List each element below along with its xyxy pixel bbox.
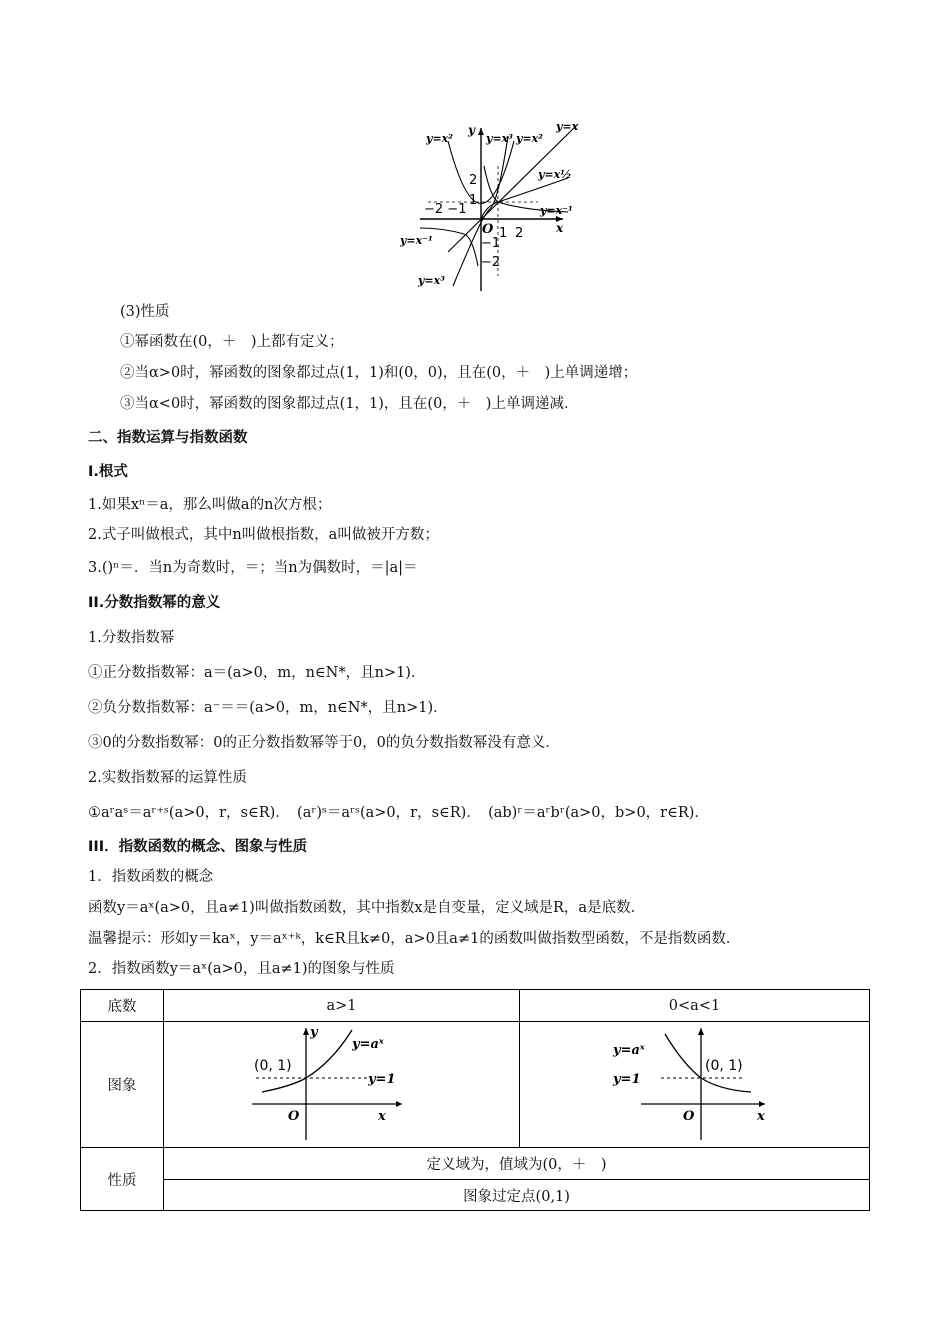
curve-label: y=aˣ (612, 1042, 645, 1058)
tick-y-1: 1 (469, 193, 478, 208)
fractional-line-3: ②负分数指数幂：a⁻＝＝(a>0，m，n∈N*，且n>1)． (88, 700, 448, 716)
fractional-line-1: 1.分数指数幂 (88, 630, 175, 646)
property-fixed-point: 图象过定点(0,1) (164, 1180, 870, 1211)
subsection-radicals: I.根式 (88, 464, 128, 480)
label-x-cubed-top: y=x³ (486, 132, 513, 145)
line-label: y=1 (612, 1071, 640, 1087)
radical-line-2: 2.式子叫做根式，其中n叫做根指数，a叫做被开方数； (88, 527, 439, 543)
label-x-cubed-bottom: y=x³ (418, 274, 445, 287)
tick-x-1: 1 (499, 226, 508, 241)
point-label: (0, 1) (704, 1057, 743, 1074)
table-row (81, 1180, 870, 1211)
y-axis-arrow (478, 128, 484, 135)
subsection-exponential: III．指数函数的概念、图象与性质 (88, 839, 308, 855)
label-x-axis: x (556, 221, 564, 235)
y-axis-arrow (698, 1028, 704, 1035)
label-y-axis: y (468, 123, 475, 137)
table-row (81, 1022, 870, 1148)
table-row (81, 1148, 870, 1180)
tick-x-negative: −2 −1 (424, 202, 467, 217)
y-axis-label: y (309, 1024, 318, 1040)
label-origin: O (482, 222, 494, 237)
exponential-properties-table (80, 989, 870, 1211)
row-label-properties: 性质 (81, 1148, 164, 1211)
header-base: 底数 (81, 990, 164, 1022)
x-axis-label: x (377, 1108, 386, 1124)
point-label: (0, 1) (253, 1057, 292, 1074)
fractional-line-5: 2.实数指数幂的运算性质 (88, 770, 247, 786)
graph-decreasing (605, 1024, 785, 1142)
line-label: y=1 (367, 1071, 395, 1087)
power-property-1: ①幂函数在(0，＋ )上都有定义； (120, 334, 344, 350)
label-x-squared-top: y=x² (516, 132, 543, 145)
header-a-less-1: 0<a<1 (520, 990, 870, 1022)
graph-cell-left (164, 1022, 520, 1148)
x-axis-arrow (396, 1101, 402, 1107)
tick-y-neg1: −1 (481, 236, 501, 251)
label-identity: y=x (556, 120, 579, 133)
exponential-line-4: 2．指数函数y＝aˣ(a>0，且a≠1)的图象与性质 (88, 961, 395, 977)
origin-label: O (287, 1108, 299, 1124)
label-inverse-right: y=x⁻¹ (540, 204, 573, 217)
curve-label: y=aˣ (351, 1036, 384, 1052)
tick-x-2: 2 (515, 226, 524, 241)
exponential-line-3: 温馨提示：形如y＝kaˣ，y＝aˣ⁺ᵏ，k∈R且k≠0，a>0且a≠1的函数叫做指数型函数，不是指数函数． (88, 931, 741, 947)
section-title: 二、指数运算与指数函数 (88, 430, 248, 446)
origin-label: O (682, 1108, 694, 1124)
exponential-line-1: 1．指数函数的概念 (88, 869, 214, 885)
fractional-line-6: ①aʳaˢ＝aʳ⁺ˢ(a>0，r，s∈R)． (aʳ)ˢ＝aʳˢ(a>0，r，s∈R)． (ab)ʳ＝aʳbʳ(a>0，b>0，r∈R)． (88, 805, 709, 821)
fractional-line-2: ①正分数指数幂：a＝(a>0，m，n∈N*，且n>1)． (88, 665, 426, 681)
label-inverse-left: y=x⁻¹ (400, 234, 433, 247)
tick-y-2: 2 (469, 173, 478, 188)
power-function-graph (398, 116, 598, 296)
label-x-squared-left: y=x² (426, 132, 453, 145)
x-axis-label: x (756, 1108, 765, 1124)
header-a-greater-1: a>1 (164, 990, 520, 1022)
subsection-fractional: II.分数指数幂的意义 (88, 595, 221, 611)
x-axis-arrow (759, 1101, 765, 1107)
row-label-graph: 图象 (81, 1022, 164, 1148)
power-property-3: ③当α<0时，幂函数的图象都过点(1，1)，且在(0，＋ )上单调递减． (120, 396, 579, 412)
radical-line-1: 1.如果xⁿ＝a，那么叫做a的n次方根； (88, 497, 332, 513)
label-sqrt: y=x½ (538, 168, 572, 181)
tick-y-neg2: −2 (481, 255, 501, 270)
power-property-2: ②当α>0时，幂函数的图象都过点(1，1)和(0，0)，且在(0，＋ )上单调递增； (120, 365, 638, 381)
exponential-line-2: 函数y＝aˣ(a>0，且a≠1)叫做指数函数，其中指数x是自变量，定义域是R，a是底数． (88, 900, 646, 916)
graph-increasing (252, 1024, 432, 1142)
radical-line-3: 3.()ⁿ＝．当n为奇数时，＝；当n为偶数时，＝|a|＝ (88, 560, 418, 576)
table-row (81, 990, 870, 1022)
fractional-line-4: ③0的分数指数幂：0的正分数指数幂等于0，0的负分数指数幂没有意义． (88, 735, 560, 751)
power-properties-heading: (3)性质 (120, 304, 170, 320)
property-domain-range: 定义域为，值域为(0，＋ ) (164, 1148, 870, 1180)
y-axis-arrow (303, 1028, 309, 1035)
graph-cell-right (520, 1022, 870, 1148)
